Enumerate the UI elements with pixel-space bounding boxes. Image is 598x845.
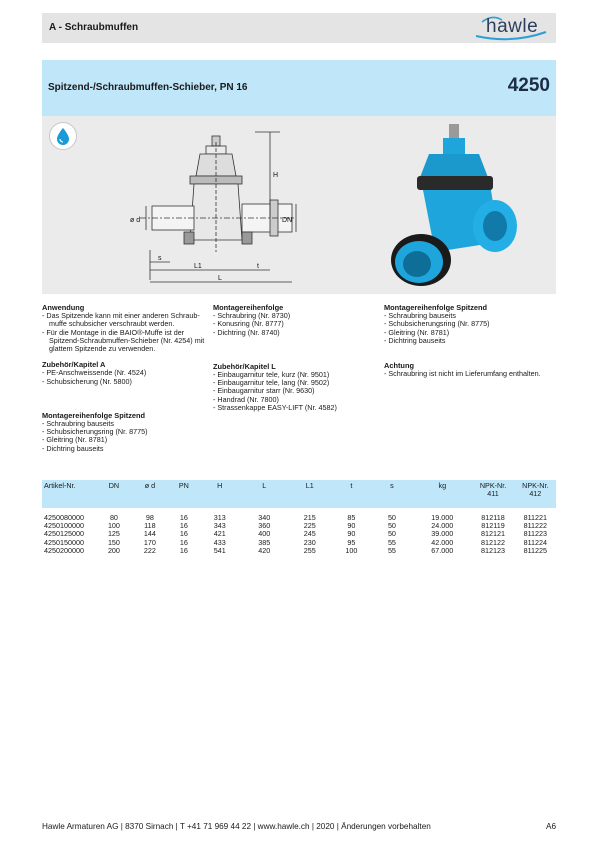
column-middle	[213, 304, 378, 420]
zubehoer-a-block	[42, 361, 210, 386]
dim-H: H	[273, 172, 279, 179]
table-cell: 812123	[481, 545, 506, 555]
table-cell: 812121	[481, 529, 506, 539]
table-cell: 215	[303, 513, 316, 522]
page-number: A6	[545, 822, 556, 831]
col-header: PN	[169, 480, 198, 508]
table-cell: 421	[213, 529, 226, 539]
table-cell: 811223	[523, 529, 548, 539]
table-cell: 125	[107, 529, 120, 539]
table-cell: 4250125000	[44, 529, 84, 539]
article-table	[42, 480, 556, 555]
col-header: t	[332, 480, 371, 508]
montage-spitzend-right-block	[384, 304, 556, 345]
table-cell: 4250200000	[44, 545, 84, 555]
list-item: - Strassenkappe EASY-LIFT (Nr. 4582)	[213, 404, 378, 412]
table-row	[42, 547, 556, 555]
list-item: - Dichtring bauseits	[42, 445, 210, 453]
table-cell: 340	[258, 513, 271, 522]
table-cell: 55	[387, 545, 396, 555]
table-cell: 100	[107, 521, 120, 531]
table-cell: 100	[345, 545, 358, 555]
table-cell: 118	[144, 521, 156, 531]
table-cell: 50	[387, 521, 396, 531]
table-cell: 541	[213, 545, 226, 555]
product-title: Spitzend-/Schraubmuffen-Schieber, PN 16	[48, 82, 248, 93]
dim-DN: DN	[282, 217, 293, 224]
montage-spitzend-title: Montagereihenfolge Spitzend	[384, 303, 488, 312]
table-body	[42, 508, 556, 555]
dim-s: s	[158, 255, 162, 262]
table-cell: 150	[107, 537, 120, 547]
table-cell: 343	[213, 521, 226, 531]
list-item: - Schraubring ist nicht im Lieferumfang enthalten.	[384, 370, 556, 378]
col-header: NPK-Nr. 411	[471, 480, 514, 508]
table-cell: 80	[109, 513, 118, 522]
table-cell: 245	[303, 529, 316, 539]
list-item: - Schubsicherungsring (Nr. 8775)	[384, 320, 556, 328]
list-item: - Dichtring (Nr. 8740)	[213, 329, 378, 337]
zubehoer-a-title: Zubehör/Kapitel A	[42, 360, 106, 370]
table-cell: 55	[387, 537, 396, 547]
list-item: - PE-Anschweissende (Nr. 4524)	[42, 369, 210, 377]
water-drop-icon	[49, 122, 77, 150]
list-item: - Schraubring bauseits	[384, 312, 556, 320]
dim-L1: L1	[194, 263, 202, 270]
list-item: - Einbaugarnitur tele, kurz (Nr. 9501)	[213, 371, 378, 379]
table-cell: 39.000	[431, 529, 454, 539]
col-header: DN	[97, 480, 130, 508]
table-cell: 433	[213, 537, 226, 547]
table-cell: 385	[258, 537, 271, 547]
column-left	[42, 304, 210, 461]
product-figure	[42, 116, 556, 294]
product-title-bar	[42, 60, 556, 116]
achtung-title: Achtung	[384, 361, 414, 371]
table-cell: 16	[179, 545, 188, 555]
table-cell: 812119	[481, 521, 505, 531]
table-cell: 811225	[523, 545, 548, 555]
table-cell: 360	[258, 521, 271, 531]
table-cell: 16	[179, 529, 188, 539]
table-cell: 50	[387, 529, 396, 539]
col-header: L1	[287, 480, 332, 508]
achtung-block	[384, 362, 556, 378]
list-item: - Dichtring bauseits	[384, 337, 556, 345]
hawle-logo	[472, 14, 550, 42]
list-item: - Gleitring (Nr. 8781)	[42, 436, 210, 444]
list-item: - Schraubring bauseits	[42, 420, 210, 428]
table-cell: 811222	[523, 521, 548, 531]
table-cell: 811224	[523, 537, 548, 547]
list-item: - Schraubring (Nr. 8730)	[213, 312, 378, 320]
table-cell: 313	[213, 513, 226, 522]
table-header-row	[42, 480, 556, 508]
col-header: H	[198, 480, 241, 508]
technical-drawing	[120, 122, 300, 292]
footer-text: Hawle Armaturen AG | 8370 Sirnach | T +41 71 969 44 22 | www.hawle.ch | 2020 | Änderungen vorbehalten	[42, 822, 431, 831]
table-cell: 90	[347, 529, 356, 539]
zubehoer-l-block	[213, 363, 378, 412]
col-header: L	[241, 480, 287, 508]
product-number: 4250	[507, 75, 550, 96]
table-cell: 98	[145, 513, 154, 522]
list-item: - Einbaugarnitur tele, lang (Nr. 9502)	[213, 379, 378, 387]
col-header: ø d	[130, 480, 169, 508]
list-item: - Einbaugarnitur starr (Nr. 9630)	[213, 387, 378, 395]
list-item: - Handrad (Nr. 7800)	[213, 396, 378, 404]
table-cell: 811221	[523, 513, 548, 522]
product-photo	[387, 122, 527, 288]
list-item: - Schubsicherungsring (Nr. 8775)	[42, 428, 210, 436]
table-cell: 85	[347, 513, 356, 522]
montage-spitzend-left-block	[42, 412, 210, 453]
table-cell: 812122	[481, 537, 506, 547]
table-cell: 200	[107, 545, 120, 555]
table-cell: 19.000	[431, 513, 454, 522]
list-item: - Das Spitzende kann mit einer anderen Schraub-muffe schubsicher verschraubt werden.	[42, 312, 210, 328]
table-cell: 222	[143, 545, 156, 555]
section-title: A - Schraubmuffen	[49, 22, 139, 33]
table-cell: 50	[387, 513, 396, 522]
table-cell: 95	[347, 537, 356, 547]
col-header: s	[371, 480, 413, 508]
anwendung-title: Anwendung	[42, 303, 85, 312]
list-item: - Schubsicherung (Nr. 5800)	[42, 378, 210, 386]
anwendung-block	[42, 304, 210, 353]
column-right	[384, 304, 556, 386]
header-bar	[42, 13, 556, 43]
table-cell: 225	[303, 521, 316, 531]
logo-wordmark: hawle	[486, 16, 539, 37]
montage-title: Montagereihenfolge	[213, 303, 284, 312]
table-cell: 400	[258, 529, 271, 539]
table-cell: 67.000	[431, 545, 454, 555]
table-cell: 255	[303, 545, 316, 555]
table-cell: 420	[258, 545, 271, 555]
montage-block	[213, 304, 378, 337]
table-cell: 42.000	[431, 537, 454, 547]
col-header: Artikel-Nr.	[42, 480, 97, 508]
dim-d: ø d	[130, 217, 141, 224]
table-cell: 812118	[481, 513, 505, 522]
list-item: - Konusring (Nr. 8777)	[213, 320, 378, 328]
table-cell: 16	[179, 521, 188, 531]
dim-t: t	[257, 263, 259, 270]
table-cell: 4250150000	[44, 537, 84, 547]
table-cell: 230	[303, 537, 316, 547]
col-header: kg	[413, 480, 471, 508]
table-cell: 16	[179, 537, 188, 547]
table-cell: 24.000	[431, 521, 454, 531]
table-cell: 170	[143, 537, 156, 547]
table-cell: 16	[179, 513, 188, 522]
montage-spitzend-title: Montagereihenfolge Spitzend	[42, 410, 146, 420]
table-cell: 4250100000	[44, 521, 84, 531]
table-cell: 4250080000	[44, 513, 84, 522]
dim-L: L	[218, 275, 222, 282]
table-cell: 90	[347, 521, 356, 531]
col-header: NPK-Nr. 412	[515, 480, 556, 508]
list-item: - Für die Montage in die BAIO®-Muffe ist der Spitzend-Schraubmuffen-Schieber (Nr. 4254) mit glattem Spitzende zu verwenden.	[42, 329, 210, 354]
list-item: - Gleitring (Nr. 8781)	[384, 329, 556, 337]
zubehoer-l-title: Zubehör/Kapitel L	[213, 361, 276, 371]
table-cell: 144	[143, 529, 156, 539]
